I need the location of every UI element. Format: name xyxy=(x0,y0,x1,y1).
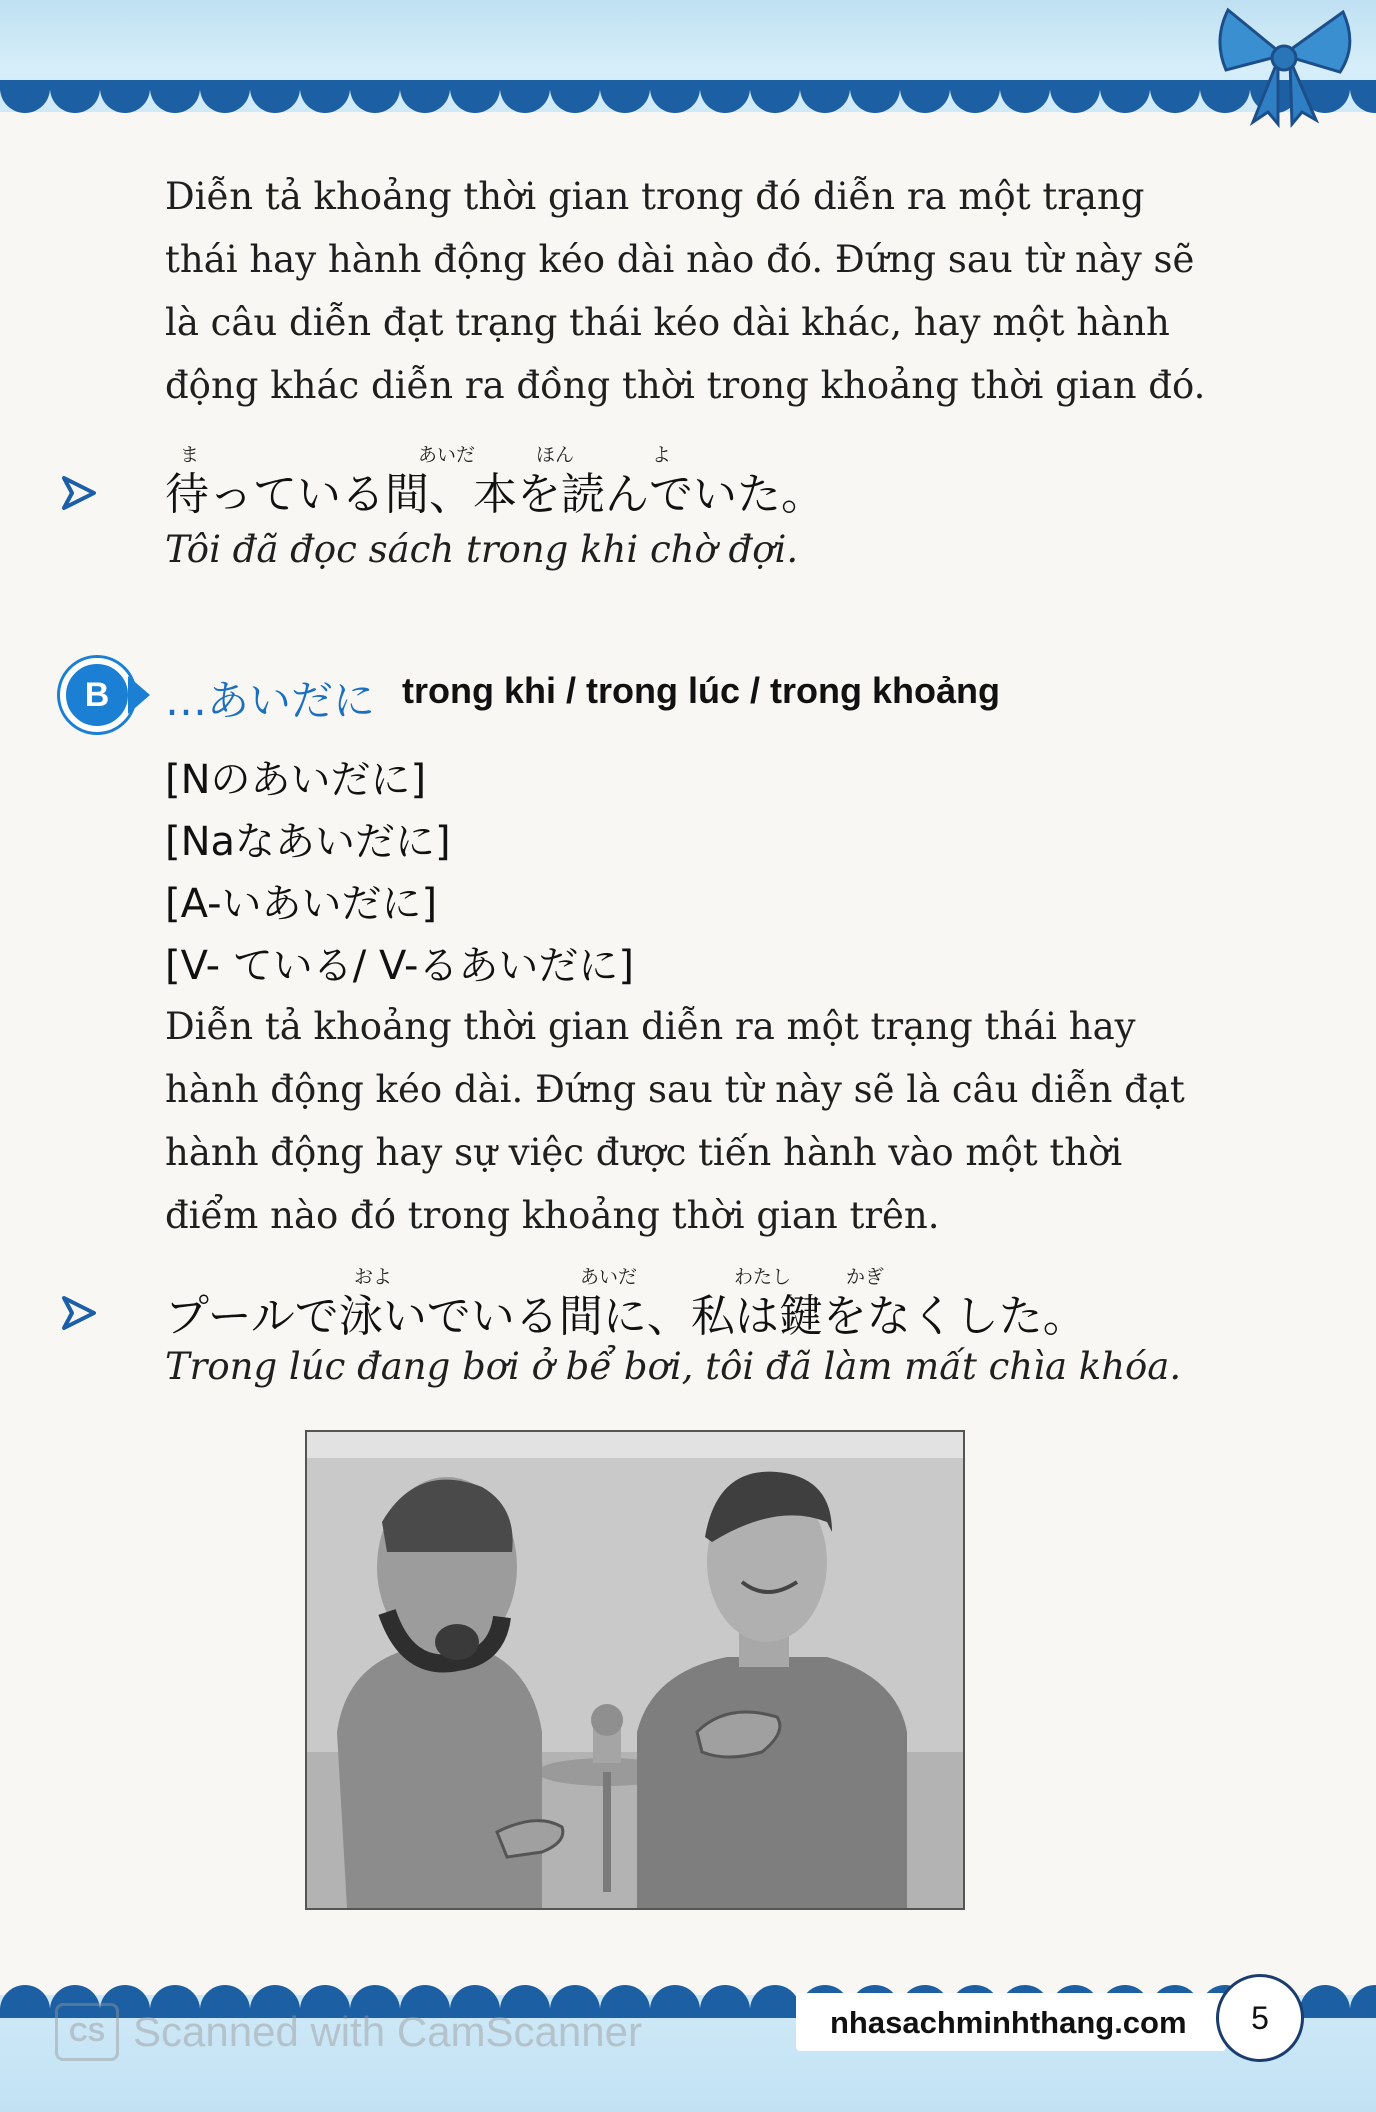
section-b-badge: B xyxy=(60,658,134,732)
watermark-text: Scanned with CamScanner xyxy=(133,2008,642,2055)
grammar-form: [Naなあいだに] xyxy=(165,819,451,865)
furigana-aida: あいだ xyxy=(580,1266,638,1288)
grammar-form: [Nのあいだに] xyxy=(165,757,427,803)
grammar-form: [V- ている/ V-るあいだに] xyxy=(165,943,635,989)
section-b-translation: Trong lúc đang bơi ở bể bơi, tôi đã làm mất chìa khóa. xyxy=(165,1345,1182,1388)
furigana-oyo: およ xyxy=(354,1266,393,1288)
grammar-form: [A-いあいだに] xyxy=(165,881,438,927)
ribbon-bow-icon xyxy=(1208,0,1358,128)
section-a-example-sentence: 待っている間、本を読んでいた。 xyxy=(165,469,825,520)
example-arrow-icon xyxy=(60,1294,98,1332)
example-arrow-icon xyxy=(60,474,98,512)
section-b-example-sentence: プールで泳いでいる間に、私は鍵をなくした。 xyxy=(165,1291,1087,1342)
scanner-watermark xyxy=(55,2003,642,2061)
section-a-description: Diễn tả khoảng thời gian trong đó diễn ra một trạng thái hay hành động kéo dài nào đó. Đứng sau từ này sẽ là câu diễn đạt trạng thái kéo dài khác, hay một hành động khác diễn ra đồng thời trong khoảng thời gian đó. xyxy=(165,175,1206,407)
section-b-description: Diễn tả khoảng thời gian diễn ra một trạng thái hay hành động kéo dài. Đứng sau từ này sẽ là câu diễn đạt hành động hay sự việc được tiến hành vào một thời điểm nào đó trong khoảng thời gian trên. xyxy=(165,1005,1185,1237)
furigana-aida: あいだ xyxy=(418,444,476,466)
furigana-watashi: わたし xyxy=(734,1266,792,1288)
section-b-meaning: trong khi / trong lúc / trong khoảng xyxy=(402,670,1000,711)
furigana-hon: ほん xyxy=(536,444,575,466)
two-men-talking-illustration xyxy=(305,1430,965,1910)
website-url[interactable]: nhasachminhthang.com xyxy=(830,2005,1187,2040)
header-scallop xyxy=(0,80,1376,126)
furigana-yo: よ xyxy=(652,444,672,466)
furigana-kagi: かぎ xyxy=(846,1266,885,1288)
page-number: 5 xyxy=(1216,1974,1304,2062)
furigana-machi: ま xyxy=(180,444,200,466)
badge-pointer-icon xyxy=(128,676,150,714)
camscanner-logo-icon: CS xyxy=(55,2003,119,2061)
section-a-translation: Tôi đã đọc sách trong khi chờ đợi. xyxy=(165,528,799,571)
section-b-pattern: …あいだに xyxy=(165,676,376,725)
